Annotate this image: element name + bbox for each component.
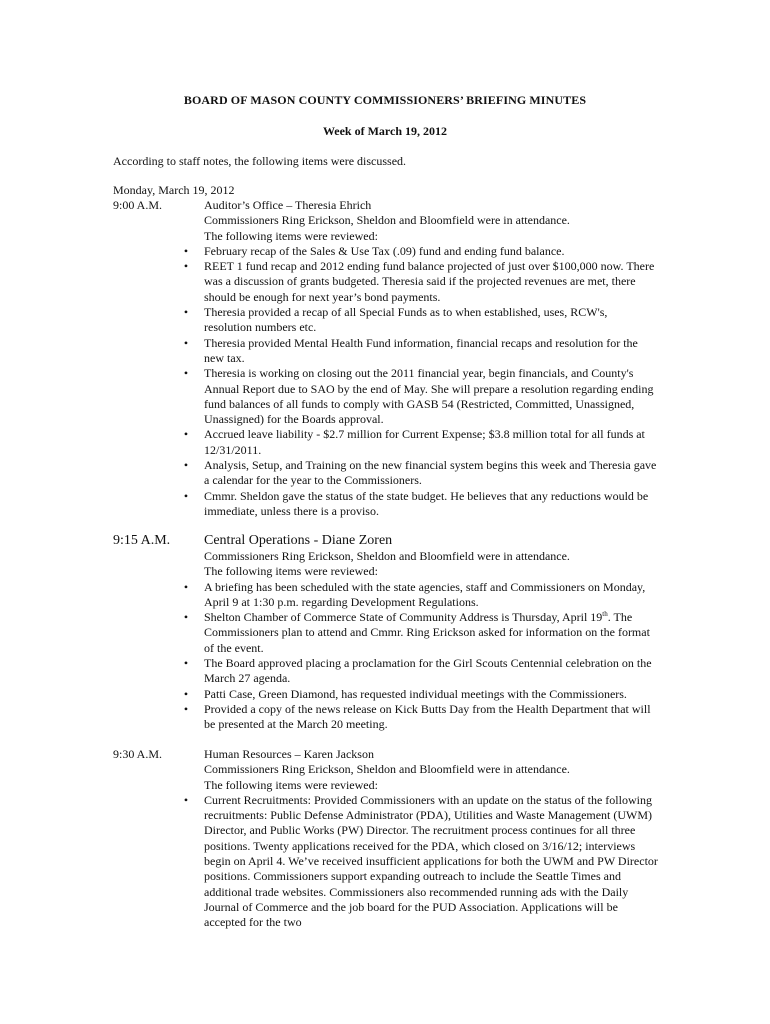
list-item xyxy=(183,656,658,687)
section-time: 9:00 A.M. xyxy=(113,198,163,212)
section-human-resources xyxy=(113,747,658,931)
section-body xyxy=(183,533,658,733)
attendance-text: Commissioners Ring Erickson, Sheldon and Bloomfield were in attendance. xyxy=(204,762,570,777)
list-item xyxy=(183,701,658,733)
section-time: 9:30 A.M. xyxy=(113,747,163,761)
intro-text: According to staff notes, the following items were discussed. xyxy=(113,154,407,168)
list-item xyxy=(183,427,658,458)
day-heading: Monday, March 19, 2012 xyxy=(113,183,235,197)
list-item xyxy=(183,686,658,702)
section-heading: Central Operations - Diane Zoren xyxy=(204,533,393,548)
list-item xyxy=(183,610,658,656)
bullet-icon: • xyxy=(183,686,189,701)
list-item xyxy=(183,579,658,611)
list-item xyxy=(183,488,658,520)
item-text: Theresia provided Mental Health Fund information, financial recaps and resolution for the new tax. xyxy=(204,335,638,365)
attendance-text: Commissioners Ring Erickson, Sheldon and Bloomfield were in attendance. xyxy=(204,213,570,228)
section-heading: Auditor’s Office – Theresia Ehrich xyxy=(204,198,372,212)
list-item xyxy=(183,243,658,259)
bullet-icon: • xyxy=(183,656,189,671)
bullet-icon: • xyxy=(183,792,189,807)
item-text: REET 1 fund recap and 2012 ending fund balance projected of just over $100,000 now. There was a discussion of grants budgeted. Theresia said if the projected revenues are met, there should be enough for next year’s bond payments. xyxy=(204,259,655,304)
item-text: Theresia provided a recap of all Special Funds as to when established, uses, RCW's, resolution numbers etc. xyxy=(204,305,608,335)
item-text: Patti Case, Green Diamond, has requested individual meetings with the Commissioners. xyxy=(204,686,627,701)
item-text: Current Recruitments: Provided Commissioners with an update on the status of the following recruitments: Public Defense Administrator (PDA), Utilities and Waste Management (UWM) Director, and Public Works (PW) Director. The recruitment process continues for all three positions. Twenty applications received for the PDA, which closed on 3/16/12; interviews begin on April 4. We’ve received insufficient applications for both the UWM and PW Director positions. Commissioners support expanding outreach to include the Seattle Times and additional trade websites. Commissioners also recommended running ads with the Daily Journal of Commerce and the job board for the PUD Association. Applications will be accepted for the two xyxy=(204,792,658,930)
item-text: The Board approved placing a proclamation for the Girl Scouts Centennial celebration on the March 27 agenda. xyxy=(204,656,652,686)
item-list xyxy=(183,792,658,931)
reviewed-text: The following items were reviewed: xyxy=(204,228,378,243)
bullet-icon: • xyxy=(183,610,189,625)
item-text: Cmmr. Sheldon gave the status of the state budget. He believes that any reductions would be immediate, unless there is a proviso. xyxy=(204,488,649,518)
section-central-operations xyxy=(113,533,658,733)
bullet-icon: • xyxy=(183,259,189,274)
reviewed-text: The following items were reviewed: xyxy=(204,777,378,792)
week-heading: Week of March 19, 2012 xyxy=(322,124,448,138)
item-text: Accrued leave liability - $2.7 million for Current Expense; $3.8 million total for all funds at 12/31/2011. xyxy=(204,427,645,457)
item-text: Provided a copy of the news release on Kick Butts Day from the Health Department that will be presented at the March 20 meeting. xyxy=(204,701,651,732)
document-title: BOARD OF MASON COUNTY COMMISSIONERS’ BRIEFING MINUTES xyxy=(183,93,587,107)
reviewed-text: The following items were reviewed: xyxy=(204,564,378,579)
item-punctuation: . xyxy=(607,610,611,625)
list-item xyxy=(183,366,658,427)
section-heading: Human Resources – Karen Jackson xyxy=(204,747,374,761)
bullet-icon: • xyxy=(183,701,189,716)
item-text: Analysis, Setup, and Training on the new financial system begins this week and Theresia gave a calendar for the year to the Commissioners. xyxy=(204,458,657,488)
list-item xyxy=(183,335,658,367)
list-item xyxy=(183,458,658,489)
bullet-icon: • xyxy=(183,458,189,473)
list-item xyxy=(183,792,658,931)
bullet-icon: • xyxy=(183,366,189,381)
section-auditor xyxy=(113,198,658,519)
bullet-icon: • xyxy=(183,579,189,594)
bullet-icon: • xyxy=(183,243,189,258)
item-list xyxy=(183,579,658,733)
section-time: 9:15 A.M. xyxy=(113,533,171,548)
attendance-text: Commissioners Ring Erickson, Sheldon and Bloomfield were in attendance. xyxy=(204,549,570,563)
list-item xyxy=(183,305,658,336)
item-list xyxy=(183,243,658,519)
section-body xyxy=(183,198,658,519)
bullet-icon: • xyxy=(183,427,189,442)
list-item xyxy=(183,259,658,305)
item-text: Theresia is working on closing out the 2011 financial year, begin financials, and County's Annual Report due to SAO by the end of May. She will prepare a resolution regarding ending fund balances of all funds to comply with GASB 54 (Restricted, Committed, Unassigned, Unassigned) for the Boards approval. xyxy=(204,366,654,427)
item-text: A briefing has been scheduled with the state agencies, staff and Commissioners on Monday, April 9 at 1:30 p.m. regarding Development Regulations. xyxy=(204,579,646,609)
ordinal-suffix: th xyxy=(602,610,608,619)
bullet-icon: • xyxy=(183,335,189,350)
item-text: February recap of the Sales & Use Tax (.09) fund and ending fund balance. xyxy=(204,243,565,258)
bullet-icon: • xyxy=(183,305,189,320)
section-body xyxy=(183,747,658,931)
item-text: The Commissioners plan to attend and Cmmr. Ring Erickson asked for information on the format of the event. xyxy=(204,610,650,655)
bullet-icon: • xyxy=(183,488,189,503)
item-text: Shelton Chamber of Commerce State of Community Address is Thursday, April 19 xyxy=(204,610,603,625)
